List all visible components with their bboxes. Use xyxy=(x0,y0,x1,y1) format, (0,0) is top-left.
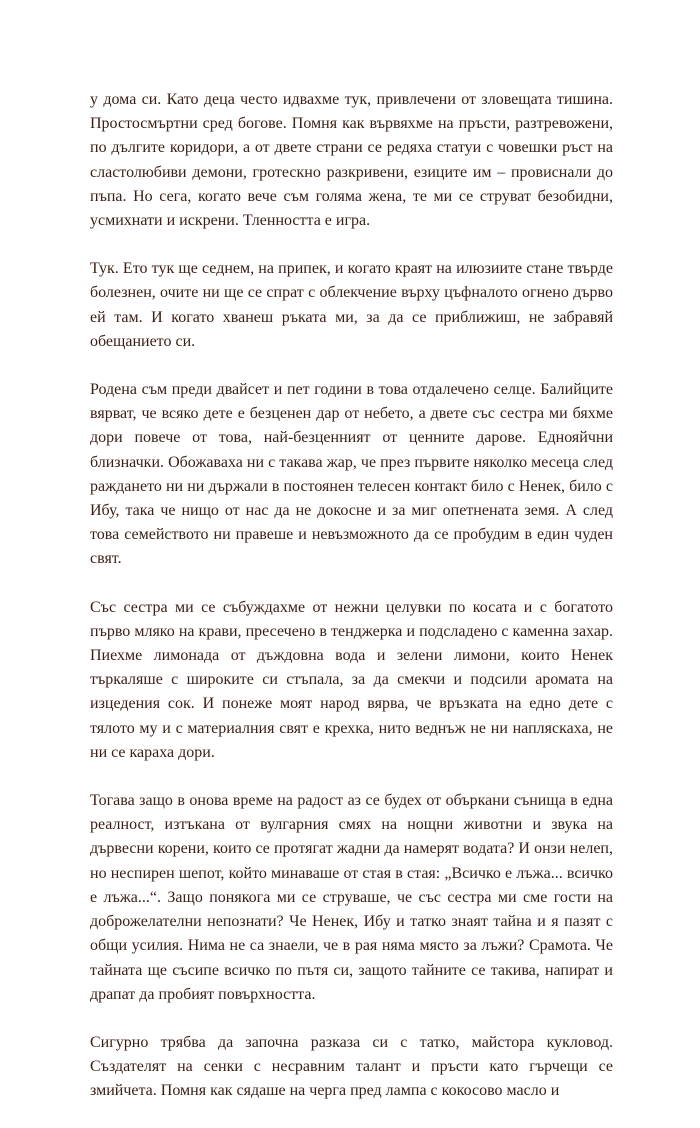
paragraph-2: Тук. Ето тук ще седнем, на припек, и когато краят на илюзиите стане твърде болезнен, очите ни ще се спрат с облекчение върху цъфналото огнено дърво ей там. И когато хванеш ръката ми, за да се приближиш, не забравяй обещанието си. xyxy=(90,260,613,350)
document-body xyxy=(90,88,613,1128)
paragraph-4: Със сестра ми се събуждахме от нежни целувки по косата и с богатото първо мляко на крави, пресечено в тенджерка и подсладено с каменна захар. Пиехме лимонада от дъждовна вода и зелени лимони, които Ненек търкаляше с широките си стъпала, за да смекчи и подсили аромата на изцедения сок. И понеже моят народ вярва, че връзката на едно дете с тялото му и с материалния свят е крехка, нито веднъж не ни напляскаха, не ни се караха дори. xyxy=(90,598,613,761)
paragraph-6: Сигурно трябва да започна разказа си с татко, майстора кукловод. Създателят на сенки с несравним талант и пръсти като гърчещи се змийчета. Помня как сядаше на черга пред лампа с кокосово масло и xyxy=(90,1033,613,1100)
paragraph-5: Тогава защо в онова време на радост аз се будех от объркани сънища в една реалност, изтъкана от вулгарния смях на нощни животни и звука на дървесни корени, които се протягат жадни да намерят водата? И онзи нелеп, но неспирен шепот, който минаваше от стая в стая: „Всичко е лъжа... всичко е лъжа...“. Защо понякога ми се струваше, че със сестра ми сме гости на доброжелателни непознати? Че Ненек, Ибу и татко знаят тайна и я пазят с общи усилия. Нима не са знаели, че в рая няма място за лъжи? Срамота. Че тайната ще съсипе всичко по пътя си, защото тайните се такива, напират и драпат да пробият повърхността. xyxy=(90,792,613,1003)
paragraph-1: у дома си. Като деца често идвахме тук, привлечени от зловещата тишина. Простосмъртни сред богове. Помня как вървяхме на пръсти, разтревожени, по дългите коридори, а от двете страни се редяха статуи с човешки ръст на сластолюбиви демони, гротескно разкривени, езиците им – провиснали до пъпа. Но сега, когато вече съм голяма жена, те ми се струват безобидни, усмихнати и искрени. Тленността е игра. xyxy=(90,91,613,230)
paragraph-3: Родена съм преди двайсет и пет години в това отдалечено селце. Балийците вярват, че всяко дете е безценен дар от небето, а двете със сестра ми бяхме дори повече от това, най-безценният от ценните дарове. Еднояйчни близначки. Обожаваха ни с такава жар, че през първите няколко месеца след раждането ни ни държали в постоянен телесен контакт било с Ненек, било с Ибу, така че нищо от нас да не докосне и за миг опетнената земя. А след това семейството ни правеше и невъзможното да се пробудим в един чуден свят. xyxy=(90,381,613,568)
